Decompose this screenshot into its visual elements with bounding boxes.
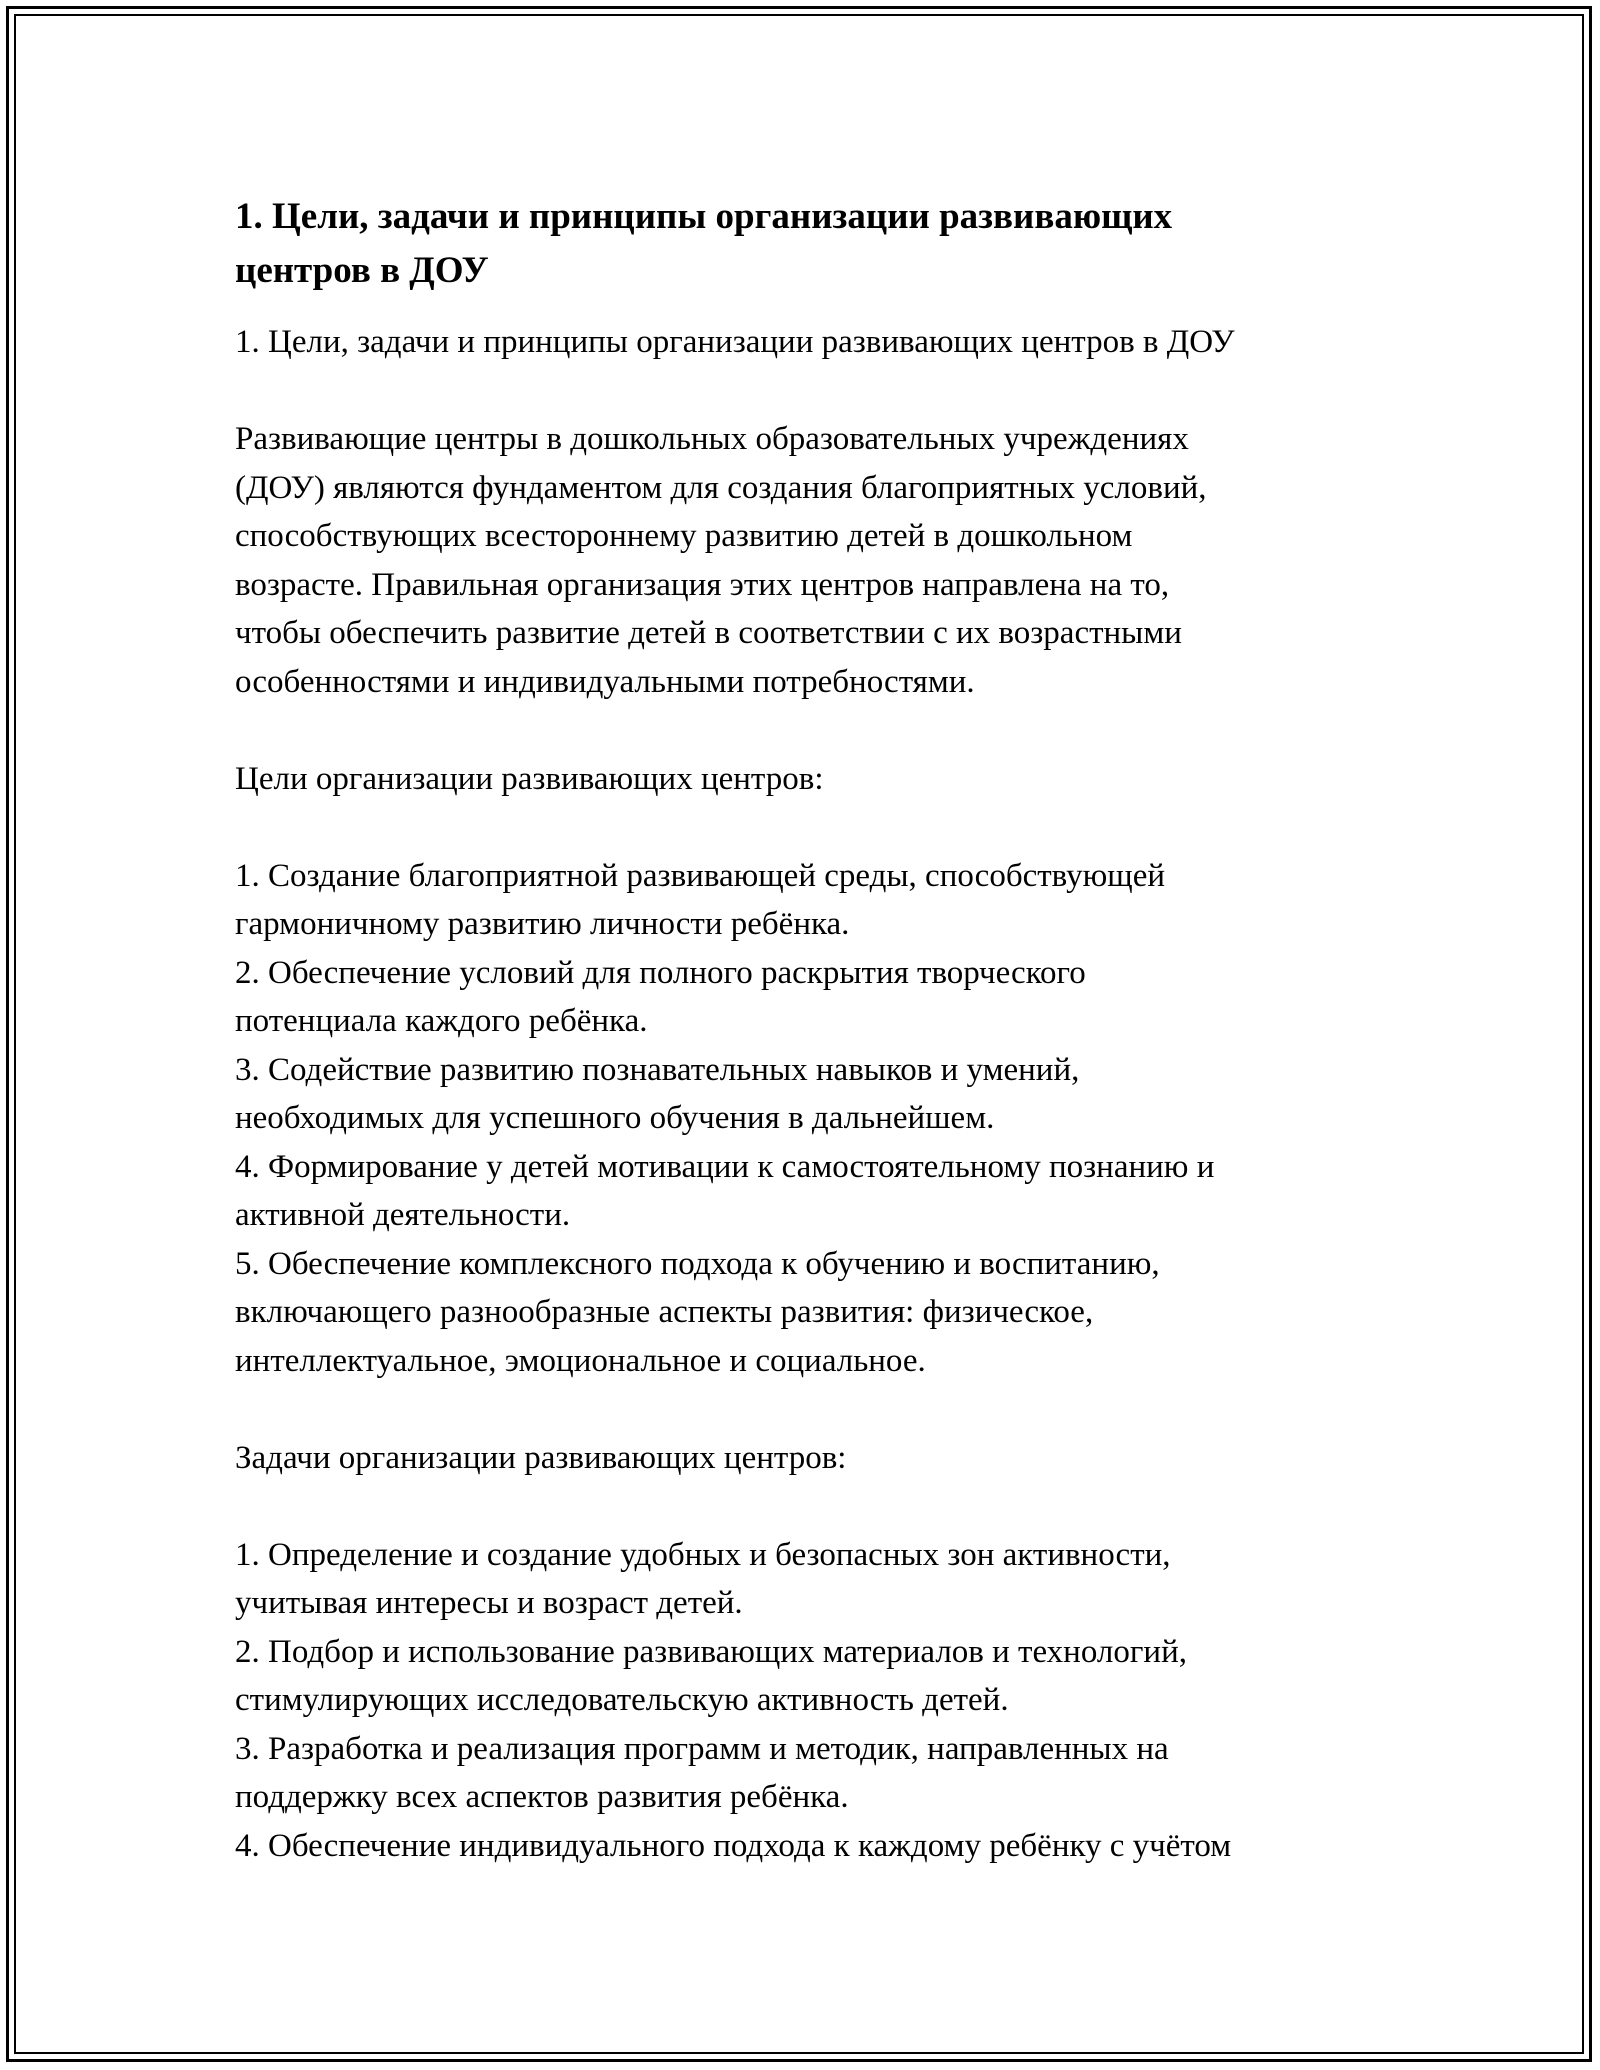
goals-line: 1. Создание благоприятной развивающей среды, способствующей bbox=[235, 857, 1166, 894]
goals-line: интеллектуальное, эмоциональное и социальное. bbox=[235, 1342, 926, 1379]
tasks-line: 4. Обеспечение индивидуального подхода к каждому ребёнку с учётом bbox=[235, 1827, 1232, 1864]
document-title bbox=[235, 190, 1375, 298]
intro-line: Развивающие центры в дошкольных образовательных учреждениях bbox=[235, 421, 1189, 457]
tasks-line: поддержку всех аспектов развития ребёнка. bbox=[235, 1779, 849, 1815]
tasks-line: 3. Разработка и реализация программ и методик, направленных на bbox=[235, 1730, 1169, 1767]
goals-line: гармоничному развитию личности ребёнка. bbox=[235, 906, 850, 942]
goals-heading-line: Цели организации развивающих центров: bbox=[235, 760, 824, 797]
goals-line: 4. Формирование у детей мотивации к самостоятельному познанию и bbox=[235, 1148, 1215, 1185]
goals-line: потенциала каждого ребёнка. bbox=[235, 1003, 648, 1039]
document-subtitle bbox=[235, 318, 1375, 367]
title-line: 1. Цели, задачи и принципы организации развивающих bbox=[235, 196, 1173, 237]
tasks-list bbox=[235, 1531, 1375, 1871]
goals-line: 2. Обеспечение условий для полного раскрытия творческого bbox=[235, 954, 1086, 991]
title-line: центров в ДОУ bbox=[235, 250, 489, 291]
intro-line: способствующих всестороннему развитию детей в дошкольном bbox=[235, 518, 1133, 554]
tasks-line: стимулирующих исследовательскую активность детей. bbox=[235, 1682, 1009, 1718]
document-body bbox=[235, 190, 1375, 1870]
tasks-line: учитывая интересы и возраст детей. bbox=[235, 1585, 743, 1621]
goals-line: 5. Обеспечение комплексного подхода к обучению и воспитанию, bbox=[235, 1245, 1160, 1282]
goals-line: включающего разнообразные аспекты развития: физическое, bbox=[235, 1294, 1094, 1330]
goals-heading bbox=[235, 755, 1375, 804]
subtitle-line: 1. Цели, задачи и принципы организации развивающих центров в ДОУ bbox=[235, 324, 1235, 360]
intro-paragraph bbox=[235, 415, 1375, 706]
intro-line: возрасте. Правильная организация этих центров направлена на то, bbox=[235, 566, 1170, 603]
goals-line: активной деятельности. bbox=[235, 1197, 571, 1233]
goals-line: 3. Содействие развитию познавательных навыков и умений, bbox=[235, 1051, 1080, 1088]
intro-line: чтобы обеспечить развитие детей в соответствии с их возрастными bbox=[235, 615, 1182, 651]
goals-line: необходимых для успешного обучения в дальнейшем. bbox=[235, 1100, 995, 1136]
intro-line: (ДОУ) являются фундаментом для создания благоприятных условий, bbox=[235, 469, 1207, 506]
intro-line: особенностями и индивидуальными потребностями. bbox=[235, 663, 975, 700]
tasks-heading-line: Задачи организации развивающих центров: bbox=[235, 1439, 847, 1476]
tasks-line: 1. Определение и создание удобных и безопасных зон активности, bbox=[235, 1536, 1171, 1573]
tasks-line: 2. Подбор и использование развивающих материалов и технологий, bbox=[235, 1633, 1187, 1670]
tasks-heading bbox=[235, 1434, 1375, 1483]
goals-list bbox=[235, 852, 1375, 1386]
